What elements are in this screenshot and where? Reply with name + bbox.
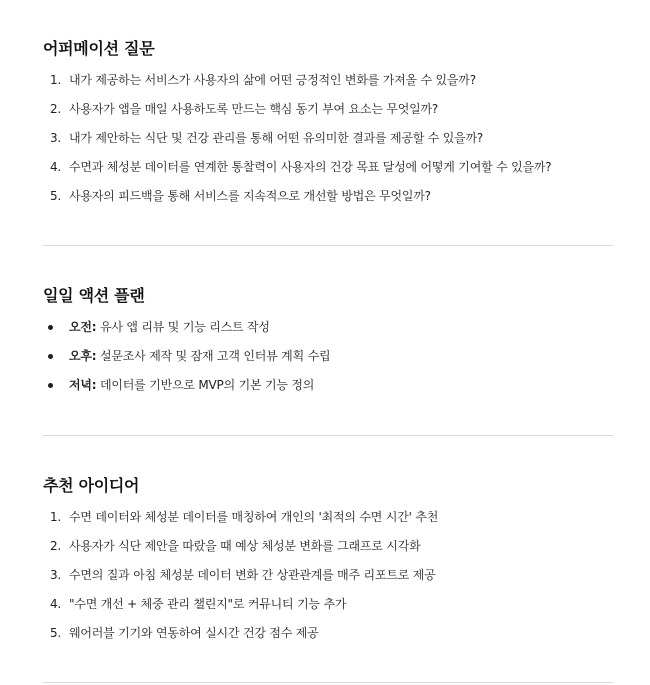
- list-item: [43, 317, 613, 346]
- list-item: [43, 186, 613, 215]
- list-item-text: 웨어러블 기기와 연동하여 실시간 건강 점수 제공: [69, 626, 319, 640]
- section-divider: [43, 245, 613, 246]
- section-title: 일일 액션 플랜: [43, 286, 145, 305]
- list-item-text: 설문조사 제작 및 잠재 고객 인터뷰 계획 수립: [96, 349, 331, 363]
- list-item-number: 5.: [50, 189, 62, 203]
- section-recommended-ideas: [43, 475, 613, 652]
- list-item: [43, 565, 613, 594]
- list-item: [43, 70, 613, 99]
- list-item-content: [69, 346, 330, 366]
- section-title: 어퍼메이션 질문: [43, 39, 155, 58]
- list-item: [43, 623, 613, 652]
- list-item-number: 3.: [50, 131, 62, 145]
- list-item: [43, 128, 613, 157]
- list-item-text: 유사 앱 리뷰 및 기능 리스트 작성: [96, 320, 270, 334]
- list-item-lead: 저녁:: [69, 378, 97, 392]
- list-item-text: "수면 개선 + 체중 관리 챌린지"로 커뮤니티 기능 추가: [69, 597, 347, 611]
- list-item-number: 5.: [50, 626, 62, 640]
- list-item-number: 1.: [50, 510, 62, 524]
- list-item-text: 내가 제안하는 식단 및 건강 관리를 통해 어떤 유의미한 결과를 제공할 수 있을까?: [69, 131, 484, 145]
- list-item: [43, 157, 613, 186]
- list-item-text: 수면과 체성분 데이터를 연계한 통찰력이 사용자의 건강 목표 달성에 어떻게 기여할 수 있을까?: [69, 160, 552, 174]
- list-item-text: 사용자가 식단 제안을 따랐을 때 예상 체성분 변화를 그래프로 시각화: [69, 539, 421, 553]
- list-item-text: 데이터를 기반으로 MVP의 기본 기능 정의: [96, 378, 315, 392]
- section-divider: [43, 682, 613, 683]
- list-item-lead: 오후:: [69, 349, 97, 363]
- section-title: 추천 아이디어: [43, 476, 140, 495]
- list-item-content: [69, 317, 270, 337]
- section-affirmation-questions: [43, 38, 613, 215]
- list-item-text: 사용자가 앱을 매일 사용하도록 만드는 핵심 동기 부여 요소는 무엇일까?: [69, 102, 439, 116]
- affirmation-question-list: [43, 70, 613, 215]
- list-item-content: [69, 375, 314, 395]
- bullet-icon: [48, 325, 53, 330]
- list-item: [43, 594, 613, 623]
- list-item-number: 1.: [50, 73, 62, 87]
- list-item: [43, 375, 613, 404]
- action-plan-list: [43, 317, 613, 404]
- list-item-text: 수면 데이터와 체성분 데이터를 매칭하여 개인의 '최적의 수면 시간' 추천: [69, 510, 439, 524]
- list-item: [43, 536, 613, 565]
- list-item-lead: 오전:: [69, 320, 97, 334]
- list-item-number: 2.: [50, 102, 62, 116]
- section-daily-action-plan: [43, 285, 613, 404]
- bullet-icon: [48, 354, 53, 359]
- list-item-number: 4.: [50, 160, 62, 174]
- section-divider: [43, 435, 613, 436]
- list-item: [43, 507, 613, 536]
- list-item: [43, 99, 613, 128]
- list-item-text: 내가 제공하는 서비스가 사용자의 삶에 어떤 긍정적인 변화를 가져올 수 있을까?: [69, 73, 476, 87]
- recommended-idea-list: [43, 507, 613, 652]
- list-item-text: 사용자의 피드백을 통해 서비스를 지속적으로 개선할 방법은 무엇일까?: [69, 189, 431, 203]
- list-item: [43, 346, 613, 375]
- list-item-number: 3.: [50, 568, 62, 582]
- bullet-icon: [48, 383, 53, 388]
- list-item-number: 2.: [50, 539, 62, 553]
- list-item-text: 수면의 질과 아침 체성분 데이터 변화 간 상관관계를 매주 리포트로 제공: [69, 568, 436, 582]
- list-item-number: 4.: [50, 597, 62, 611]
